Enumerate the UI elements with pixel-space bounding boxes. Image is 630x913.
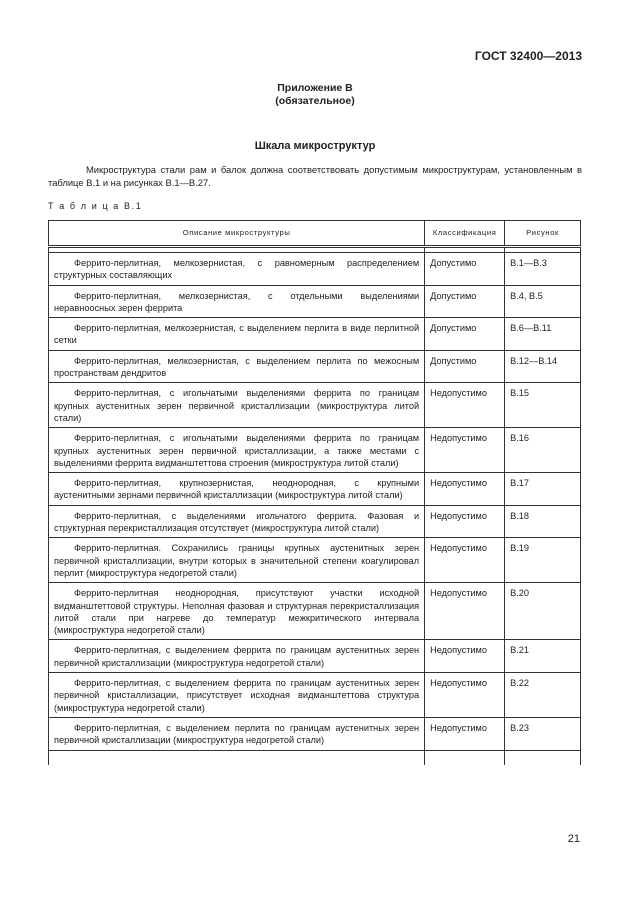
table-row <box>49 383 581 428</box>
table-row <box>49 428 581 473</box>
table-end-cell <box>505 750 581 765</box>
table-row <box>49 253 581 286</box>
cell-classification: Недопустимо <box>425 583 505 640</box>
column-header-classification: Классификация <box>425 221 505 247</box>
microstructure-table <box>48 220 581 765</box>
table-end-row <box>49 750 581 765</box>
cell-description: Феррито-перлитная, с выделением феррита по границам аустенитных зерен первичной кристаллизации (микроструктура недогретой стали) <box>49 640 425 673</box>
cell-figure: В.21 <box>505 640 581 673</box>
cell-description: Феррито-перлитная, с игольчатыми выделениями феррита по границам крупных аустенитных зерен первичной кристаллизации, а также местами с выделениями феррита видманштеттова строения (микроструктура литой стали) <box>49 428 425 473</box>
cell-description: Феррито-перлитная, мелкозернистая, с равномерным распределением структурных составляющих <box>49 253 425 286</box>
cell-description: Феррито-перлитная, с игольчатыми выделениями феррита по границам крупных аустенитных зерен первичной кристаллизации (микроструктура литой стали) <box>49 383 425 428</box>
table-row <box>49 538 581 583</box>
cell-figure: В.17 <box>505 473 581 506</box>
cell-description: Феррито-перлитная, крупнозернистая, неоднородная, с крупными аустенитными зернами первичной кристаллизации (микроструктура литой стали) <box>49 473 425 506</box>
cell-figure: В.12—В.14 <box>505 350 581 383</box>
annex-title: Приложение В <box>277 82 353 94</box>
cell-figure: В.23 <box>505 717 581 750</box>
table-row <box>49 318 581 351</box>
cell-description: Феррито-перлитная неоднородная, присутствуют участки исходной видманштеттовой структуры. Неполная фазовая и структурная перекристаллизация литой стали при нагреве до температур межкритического интервала (микроструктура недогретой стали) <box>49 583 425 640</box>
table-row <box>49 640 581 673</box>
cell-classification: Недопустимо <box>425 538 505 583</box>
table-row <box>49 583 581 640</box>
cell-description: Феррито-перлитная, мелкозернистая, с выделением перлита по межосным пространствам дендритов <box>49 350 425 383</box>
page-number: 21 <box>567 833 580 845</box>
table-body <box>49 247 581 765</box>
column-header-figure: Рисунок <box>505 221 581 247</box>
cell-figure: В.16 <box>505 428 581 473</box>
table-row <box>49 673 581 718</box>
cell-description: Феррито-перлитная. Сохранились границы крупных аустенитных зерен первичной кристаллизации, внутри которых в значительной степени коагулировал перлит (микроструктура недогретой стали) <box>49 538 425 583</box>
cell-classification: Допустимо <box>425 285 505 318</box>
cell-classification: Недопустимо <box>425 717 505 750</box>
cell-description: Феррито-перлитная, мелкозернистая, с отдельными выделениями неравноосных зерен феррита <box>49 285 425 318</box>
table-caption: Т а б л и ц а В.1 <box>48 201 143 211</box>
cell-classification: Допустимо <box>425 318 505 351</box>
column-header-description: Описание микроструктуры <box>49 221 425 247</box>
cell-classification: Недопустимо <box>425 673 505 718</box>
cell-classification: Недопустимо <box>425 640 505 673</box>
cell-figure: В.4, В.5 <box>505 285 581 318</box>
cell-classification: Недопустимо <box>425 505 505 538</box>
cell-figure: В.6—В.11 <box>505 318 581 351</box>
cell-classification: Недопустимо <box>425 473 505 506</box>
table-row <box>49 717 581 750</box>
cell-description: Феррито-перлитная, мелкозернистая, с выделением перлита в виде перлитной сетки <box>49 318 425 351</box>
cell-description: Феррито-перлитная, с выделением феррита по границам аустенитных зерен первичной кристаллизации, присутствует исходная видманштеттова структура (микроструктура недогретой стали) <box>49 673 425 718</box>
table-end-cell <box>425 750 505 765</box>
cell-classification: Недопустимо <box>425 428 505 473</box>
cell-figure: В.22 <box>505 673 581 718</box>
cell-figure: В.20 <box>505 583 581 640</box>
cell-figure: В.18 <box>505 505 581 538</box>
table-header-row <box>49 221 581 247</box>
table-row <box>49 473 581 506</box>
table-end-cell <box>49 750 425 765</box>
cell-classification: Допустимо <box>425 253 505 286</box>
cell-figure: В.1—В.3 <box>505 253 581 286</box>
cell-description: Феррито-перлитная, с выделениями игольчатого феррита. Фазовая и структурная перекристаллизация отсутствует (микроструктура литой стали) <box>49 505 425 538</box>
cell-description: Феррито-перлитная, с выделением перлита по границам аустенитных зерен первичной кристаллизации (микроструктура недогретой стали) <box>49 717 425 750</box>
table-row <box>49 505 581 538</box>
cell-classification: Недопустимо <box>425 383 505 428</box>
table-row <box>49 350 581 383</box>
intro-paragraph: Микроструктура стали рам и балок должна соответствовать допустимым микроструктурам, установленным в таблице В.1 и на рисунках В.1—В.27. <box>48 164 582 188</box>
standard-code: ГОСТ 32400—2013 <box>474 49 582 63</box>
cell-classification: Допустимо <box>425 350 505 383</box>
annex-status: (обязательное) <box>275 95 355 107</box>
cell-figure: В.19 <box>505 538 581 583</box>
section-title: Шкала микроструктур <box>254 140 376 152</box>
cell-figure: В.15 <box>505 383 581 428</box>
table-row <box>49 285 581 318</box>
annex-heading <box>0 82 630 108</box>
